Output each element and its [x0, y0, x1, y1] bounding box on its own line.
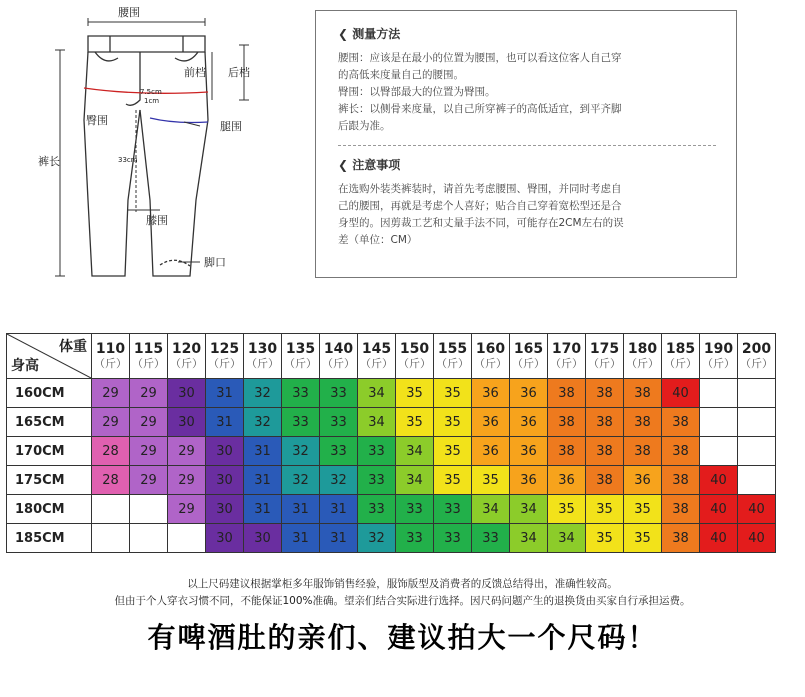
size-cell: 28: [92, 466, 130, 495]
measurement-notes-box: [315, 10, 737, 278]
weight-value: 180: [627, 341, 658, 357]
height-cell: 180CM: [7, 495, 92, 524]
table-row: [7, 495, 776, 524]
size-cell: 32: [244, 379, 282, 408]
method-line: 臀围：以臀部最大的位置为臀围。: [338, 86, 496, 98]
size-cell: 35: [472, 466, 510, 495]
table-row: [7, 466, 776, 495]
size-cell: 36: [472, 437, 510, 466]
weight-value: 140: [323, 341, 354, 357]
weight-header-cell: [434, 334, 472, 379]
weight-header-cell: [282, 334, 320, 379]
weight-unit: （斤）: [170, 357, 203, 370]
diagram-hem-label: 脚口: [204, 256, 226, 269]
size-cell: 35: [396, 379, 434, 408]
size-cell: 36: [510, 408, 548, 437]
height-cell: 165CM: [7, 408, 92, 437]
size-cell: 28: [92, 437, 130, 466]
weight-header-cell: [510, 334, 548, 379]
size-cell: 33: [396, 524, 434, 553]
size-cell: 33: [396, 495, 434, 524]
size-cell: 35: [434, 408, 472, 437]
size-cell: [700, 437, 738, 466]
size-cell: [738, 466, 776, 495]
size-cell: 35: [434, 466, 472, 495]
weight-value: 125: [209, 341, 240, 357]
size-cell: 32: [358, 524, 396, 553]
size-cell: [168, 524, 206, 553]
method-line: 后跟为准。: [338, 120, 391, 132]
attention-line: 在选购外装类裤装时，请首先考虑腰围、臀围，并同时考虑自: [338, 183, 622, 195]
slogan-text: 有啤酒肚的亲们、建议拍大一个尺码！: [147, 621, 658, 654]
table-row: [7, 379, 776, 408]
size-cell: [130, 495, 168, 524]
size-cell: 29: [130, 437, 168, 466]
weight-header-cell: [396, 334, 434, 379]
size-cell: [738, 437, 776, 466]
size-cell: 30: [244, 524, 282, 553]
size-cell: 33: [282, 408, 320, 437]
size-chart-table: [6, 333, 776, 553]
size-cell: [700, 408, 738, 437]
size-cell: 35: [586, 524, 624, 553]
size-cell: 32: [282, 437, 320, 466]
weight-value: 135: [285, 341, 316, 357]
weight-unit: （斤）: [360, 357, 393, 370]
weight-unit: （斤）: [284, 357, 317, 370]
diagram-waist-label: 腰围: [118, 6, 140, 19]
height-cell: 185CM: [7, 524, 92, 553]
size-cell: 38: [624, 379, 662, 408]
size-cell: 29: [130, 408, 168, 437]
height-cell: 175CM: [7, 466, 92, 495]
weight-value: 115: [133, 341, 164, 357]
weight-header-cell: [624, 334, 662, 379]
size-cell: 33: [282, 379, 320, 408]
size-cell: 40: [700, 495, 738, 524]
weight-unit: （斤）: [132, 357, 165, 370]
size-cell: 33: [434, 524, 472, 553]
weight-value: 145: [361, 341, 392, 357]
weight-value: 155: [437, 341, 468, 357]
size-cell: 32: [244, 408, 282, 437]
size-cell: 31: [244, 495, 282, 524]
divider: [338, 145, 716, 146]
attention-line: 身型的。因剪裁工艺和丈量手法不同，可能存在2CM左右的误: [338, 217, 624, 229]
weight-header-cell: [244, 334, 282, 379]
size-cell: 31: [320, 495, 358, 524]
size-cell: 36: [472, 408, 510, 437]
size-cell: [738, 379, 776, 408]
weight-value: 160: [475, 341, 506, 357]
chevron-left-icon: ❮: [338, 27, 349, 41]
attention-line: 己的腰围，再就是考虑个人喜好；贴合自己穿着宽松型还是合: [338, 200, 622, 212]
size-cell: 34: [510, 495, 548, 524]
size-cell: 38: [662, 408, 700, 437]
size-cell: 33: [434, 495, 472, 524]
size-cell: 36: [548, 466, 586, 495]
diagram-length-label: 裤长: [38, 155, 60, 168]
size-cell: 36: [510, 437, 548, 466]
size-cell: 36: [472, 379, 510, 408]
weight-unit: （斤）: [550, 357, 583, 370]
method-line: 腰围：应该是在最小的位置为腰围，也可以看这位客人自己穿: [338, 52, 622, 64]
height-cell: 170CM: [7, 437, 92, 466]
size-cell: 38: [586, 466, 624, 495]
size-cell: 35: [396, 408, 434, 437]
weight-unit: （斤）: [322, 357, 355, 370]
size-cell: 38: [662, 437, 700, 466]
height-cell: 160CM: [7, 379, 92, 408]
size-cell: 38: [548, 379, 586, 408]
weight-header-cell: [662, 334, 700, 379]
weight-header-cell: [472, 334, 510, 379]
size-cell: 35: [548, 495, 586, 524]
diagram-measure-3: 33cm: [118, 156, 138, 164]
weight-value: 200: [741, 341, 772, 357]
size-cell: 38: [548, 437, 586, 466]
table-row: [7, 408, 776, 437]
diagram-back-rise-label: 后档: [228, 66, 250, 79]
size-cell: 30: [168, 379, 206, 408]
weight-value: 120: [171, 341, 202, 357]
size-cell: 33: [320, 437, 358, 466]
attention-title: ❮ 注意事项: [338, 158, 401, 172]
size-cell: 31: [244, 437, 282, 466]
weight-value: 170: [551, 341, 582, 357]
size-cell: 31: [244, 466, 282, 495]
size-cell: 32: [282, 466, 320, 495]
size-cell: [700, 379, 738, 408]
size-cell: 33: [320, 379, 358, 408]
size-cell: 38: [548, 408, 586, 437]
weight-value: 150: [399, 341, 430, 357]
method-line: 的高低来度量自己的腰围。: [338, 69, 464, 81]
size-cell: 29: [168, 495, 206, 524]
size-cell: 34: [548, 524, 586, 553]
size-cell: 40: [700, 466, 738, 495]
weight-value: 190: [703, 341, 734, 357]
weight-unit: （斤）: [702, 357, 735, 370]
pants-measurement-diagram: [0, 0, 300, 300]
chevron-left-icon: ❮: [338, 158, 349, 172]
size-cell: 40: [738, 495, 776, 524]
weight-header-cell: [548, 334, 586, 379]
height-header-label: 身高: [11, 358, 39, 374]
weight-header-cell: [358, 334, 396, 379]
diagram-measure-1: 7.5cm: [140, 88, 162, 96]
size-cell: 40: [662, 379, 700, 408]
size-cell: 38: [586, 379, 624, 408]
size-cell: 31: [206, 408, 244, 437]
weight-unit: （斤）: [94, 357, 127, 370]
size-cell: 30: [206, 466, 244, 495]
weight-unit: （斤）: [512, 357, 545, 370]
size-cell: 31: [282, 524, 320, 553]
weight-header-cell: [320, 334, 358, 379]
size-cell: 34: [510, 524, 548, 553]
size-cell: 35: [624, 524, 662, 553]
weight-unit: （斤）: [740, 357, 773, 370]
size-cell: 38: [662, 466, 700, 495]
size-cell: 38: [662, 495, 700, 524]
weight-header-cell: [700, 334, 738, 379]
size-cell: [92, 524, 130, 553]
size-cell: 33: [358, 466, 396, 495]
size-cell: 34: [396, 466, 434, 495]
size-cell: 36: [624, 466, 662, 495]
size-cell: 35: [434, 437, 472, 466]
diagram-hip-label: 臀围: [86, 114, 108, 127]
weight-header-cell: [130, 334, 168, 379]
size-cell: 33: [358, 437, 396, 466]
size-cell: 33: [358, 495, 396, 524]
weight-unit: （斤）: [208, 357, 241, 370]
size-cell: 33: [472, 524, 510, 553]
size-cell: 35: [624, 495, 662, 524]
size-cell: [130, 524, 168, 553]
size-cell: 35: [434, 379, 472, 408]
size-cell: 36: [510, 466, 548, 495]
weight-value: 165: [513, 341, 544, 357]
size-cell: 35: [586, 495, 624, 524]
weight-header-cell: [206, 334, 244, 379]
weight-unit: （斤）: [398, 357, 431, 370]
size-cell: 34: [358, 379, 396, 408]
weight-header-cell: [92, 334, 130, 379]
weight-unit: （斤）: [664, 357, 697, 370]
weight-value: 175: [589, 341, 620, 357]
size-cell: 30: [206, 495, 244, 524]
size-cell: 29: [168, 466, 206, 495]
size-cell: 29: [130, 379, 168, 408]
weight-unit: （斤）: [474, 357, 507, 370]
weight-header-label: 体重: [59, 339, 87, 355]
size-cell: 29: [92, 379, 130, 408]
size-cell: 38: [586, 437, 624, 466]
size-cell: 29: [92, 408, 130, 437]
weight-value: 110: [95, 341, 126, 357]
table-row: [7, 524, 776, 553]
weight-header-cell: [738, 334, 776, 379]
size-cell: 31: [320, 524, 358, 553]
size-cell: 30: [206, 524, 244, 553]
size-cell: 34: [358, 408, 396, 437]
size-cell: 36: [510, 379, 548, 408]
weight-value: 185: [665, 341, 696, 357]
size-cell: 33: [320, 408, 358, 437]
table-corner-cell: [7, 334, 92, 379]
weight-header-cell: [586, 334, 624, 379]
size-cell: 31: [206, 379, 244, 408]
footer-note-2: 但由于个人穿衣习惯不同，不能保证100%准确。望亲们结合实际进行选择。因尺码问题产生的退换货由买家自行承担运费。: [114, 595, 691, 607]
size-cell: 34: [396, 437, 434, 466]
size-cell: 30: [206, 437, 244, 466]
method-line: 裤长：以侧骨来度量，以自己所穿裤子的高低适宜，到平齐脚: [338, 103, 622, 115]
size-cell: 38: [586, 408, 624, 437]
size-cell: 29: [168, 437, 206, 466]
size-cell: 40: [700, 524, 738, 553]
table-row: [7, 437, 776, 466]
diagram-thigh-label: 腿围: [220, 120, 242, 133]
size-cell: 31: [282, 495, 320, 524]
weight-unit: （斤）: [588, 357, 621, 370]
size-cell: 38: [624, 437, 662, 466]
attention-line: 差（单位：CM）: [338, 234, 418, 246]
size-cell: 32: [320, 466, 358, 495]
size-cell: [738, 408, 776, 437]
footer-note-1: 以上尺码建议根据掌柜多年服饰销售经验，服饰版型及消费者的反馈总结得出，准确性较高。: [187, 578, 618, 590]
diagram-measure-2: 1cm: [144, 97, 160, 105]
diagram-front-rise-label: 前档: [184, 66, 206, 79]
table-header-row: [7, 334, 776, 379]
size-cell: 34: [472, 495, 510, 524]
size-cell: 30: [168, 408, 206, 437]
size-cell: [92, 495, 130, 524]
weight-unit: （斤）: [436, 357, 469, 370]
weight-unit: （斤）: [626, 357, 659, 370]
weight-unit: （斤）: [246, 357, 279, 370]
size-cell: 29: [130, 466, 168, 495]
method-title: ❮ 测量方法: [338, 27, 401, 41]
size-cell: 38: [624, 408, 662, 437]
weight-value: 130: [247, 341, 278, 357]
size-cell: 38: [662, 524, 700, 553]
diagram-knee-label: 膝围: [146, 214, 168, 227]
size-cell: 40: [738, 524, 776, 553]
weight-header-cell: [168, 334, 206, 379]
